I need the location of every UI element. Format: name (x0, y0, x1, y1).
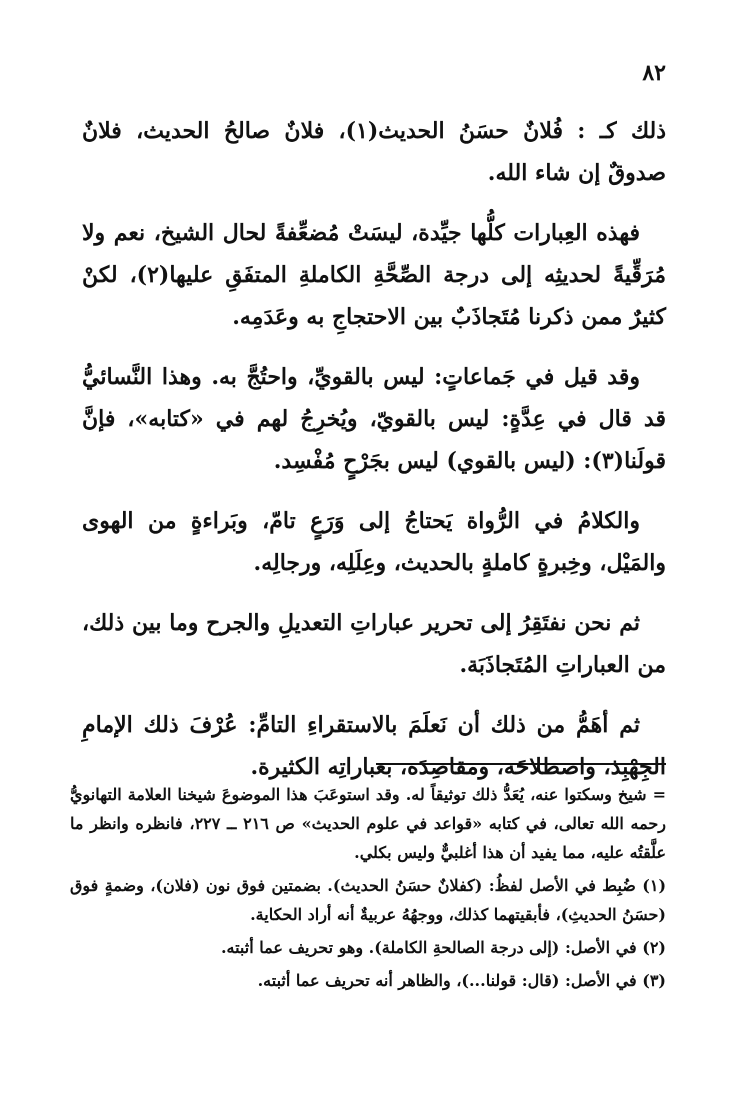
footnote-continuation: = شيخ وسكتوا عنه، يُعَدُّ ذلك توثيقاً له. وقد استوعَبَ هذا الموضوعَ شيخنا العلامة التهانويُّ رحمه الله تعالى، في كتابه «قواعد في علوم الحديث» ص ٢١٦ ــ ٢٢٧، فانظره وانظر ما علَّقتُه عليه، مما يفيد أن هذا أغلبيٌّ وليس بكلي. (70, 785, 666, 862)
footnote-1: (١) ضُبِط في الأصل لفظُ: (كفلانٌ حسَنُ الحديث). بضمتين فوق نون (فلان)، وضمةٍ فوق (حسَنُ الحديثِ)، فأبقيتهما كذلك، ووجهُهُ عربيةٌ أنه أراد الحكاية. (70, 876, 667, 924)
footnote-separator (376, 763, 666, 765)
paragraph: ثم نحن نفتَقِرُ إلى تحرير عباراتِ التعديلِ والجرح وما بين ذلك، من العباراتِ المُتَجاذَبَة. (82, 610, 666, 678)
main-text (82, 110, 666, 806)
footnotes (70, 780, 666, 999)
footnote-2: (٢) في الأصل: (إلى درجة الصالحةِ الكاملة). وهو تحريف عما أثبته. (220, 938, 666, 957)
paragraph: فهذه العِبارات كلُّها جيِّدة، ليسَتْ مُضعِّفةً لحال الشيخ، نعم ولا مُرَقِّيةً لحديثِه إلى درجة الصِّحَّةِ الكاملةِ المتفَقِ عليها(٢)، لكنْ كثيرٌ ممن ذكرنا مُتَجاذَبٌ بين الاحتجاجِ به وعَدَمِه. (82, 220, 666, 330)
page-number: ٨٢ (642, 60, 666, 86)
footnote-3: (٣) في الأصل: (قال: قولنا...)، والظاهر أنه تحريف عما أثبته. (257, 971, 666, 990)
paragraph: ثم أهَمُّ من ذلك أن نَعلَمَ بالاستقراءِ التامِّ: عُرْفَ ذلك الإمامِ الجِهْبِذ، واصطلاحَه، ومقاصِدَه، بعباراتِه الكثيرة. (82, 712, 666, 780)
paragraph: والكلامُ في الرُّواة يَحتاجُ إلى وَرَعٍ تامّ، وبَراءةٍ من الهوى والمَيْل، وخِبرةٍ كاملةٍ بالحديث، وعِلَلِه، ورجالِه. (82, 508, 666, 576)
paragraph: وقد قيل في جَماعاتٍ: ليس بالقويِّ، واحتُجَّ به. وهذا النَّسائيُّ قد قال في عِدَّةٍ: ليس بالقويّ، ويُخرِجُ لهم في «كتابه»، فإنَّ قولَنا(٣): (ليس بالقوي) ليس بجَرْحٍ مُفْسِد. (82, 364, 666, 474)
paragraph: ذلك كـ : فُلانٌ حسَنُ الحديث(١)، فلانٌ صالحُ الحديث، فلانٌ صدوقٌ إن شاء الله. (82, 118, 666, 186)
